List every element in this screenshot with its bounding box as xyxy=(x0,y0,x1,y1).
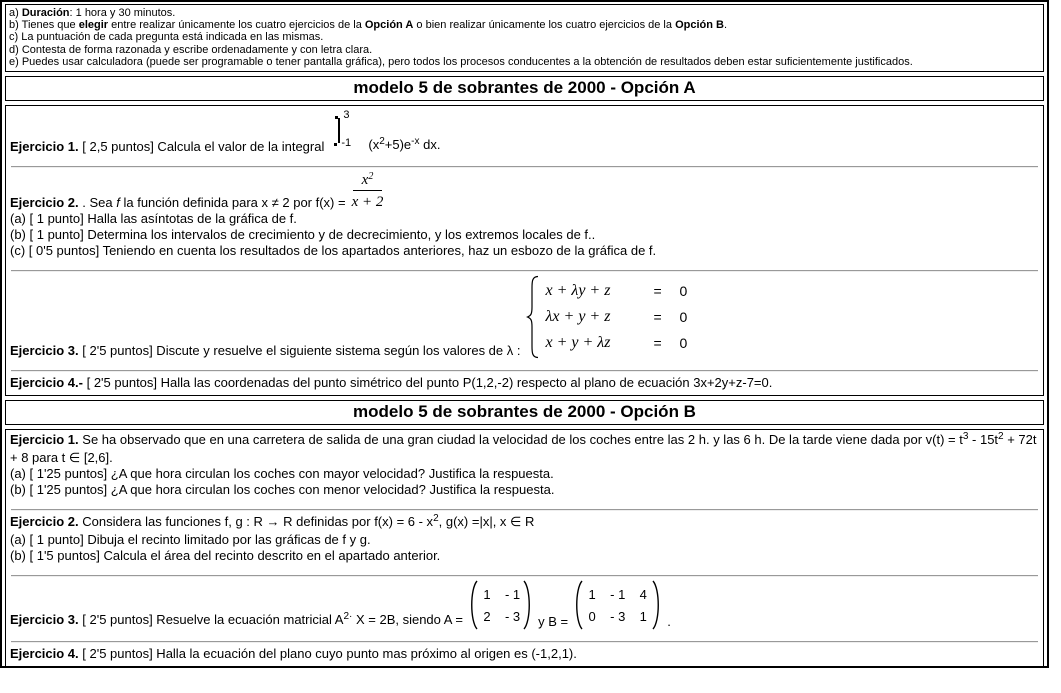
function-name-italic: f xyxy=(116,195,120,211)
exercise-b4 xyxy=(10,646,1039,662)
exercise-b2-body: , g(x) =|x|, x ∈ R xyxy=(438,514,535,530)
instruction-line-d: d) Contesta de forma razonada y escribe ordenadamente y con letra clara. xyxy=(9,43,373,56)
matrix-cell: - 1 xyxy=(610,586,626,602)
matrix-cell: 2 xyxy=(483,608,491,624)
equation-rhs: 0 xyxy=(679,335,688,352)
exercise-a2 xyxy=(10,171,1039,259)
integrand-text: (x xyxy=(368,137,380,153)
instruction-bold: elegir xyxy=(78,19,109,32)
exercise-b1-item-a: (a) [ 1'25 puntos] ¿A que hora circulan los coches con mayor velocidad? Justifica la respuesta. xyxy=(10,466,554,482)
exercise-a3 xyxy=(10,275,1039,359)
exercise-a2-body: la función definida para x ≠ 2 por f(x) = xyxy=(119,195,346,211)
option-a-title: modelo 5 de sobrantes de 2000 - Opción A xyxy=(353,78,696,98)
exercise-b3-body: . xyxy=(667,614,671,630)
instruction-line-a xyxy=(9,7,1040,19)
exercise-b3 xyxy=(10,580,1039,630)
equation-relation: = xyxy=(653,309,662,326)
integrand xyxy=(364,137,440,155)
equation-relation: = xyxy=(653,283,662,300)
instructions-box xyxy=(5,4,1044,72)
option-b-content-box xyxy=(5,429,1044,667)
matrix-b-cells xyxy=(583,584,652,627)
matrix-paren-right-icon xyxy=(652,580,663,630)
equation-lhs: x + y + λz xyxy=(545,334,611,352)
exercise-b3-body: y B = xyxy=(538,614,569,630)
exercise-a1-label: Ejercicio 1. xyxy=(10,139,79,155)
equation-relation: = xyxy=(653,335,662,352)
instruction-text: a) xyxy=(9,7,22,19)
instruction-line-b xyxy=(9,19,1040,31)
exercise-b1 xyxy=(10,432,1039,498)
instruction-line-e: e) Puedes usar calculadora (puede ser programable o tener pantalla gráfica), pero todos los procesos conducentes a la obtención de resultados deben estar suficientemente justificados. xyxy=(9,55,913,68)
exercise-b1-intro xyxy=(10,432,1039,466)
exercise-b1-body: + 72t + 8 para t ∈ [2,6]. xyxy=(10,432,1037,466)
exercise-a2-text xyxy=(10,195,346,211)
instruction-bold: Opción B xyxy=(675,19,724,32)
exercise-b4-body: [ 2'5 puntos] Halla la ecuación del plano cuyo punto mas próximo al origen es (-1,2,1). xyxy=(78,646,577,662)
exponent: 2 xyxy=(433,513,439,525)
instruction-text: : 1 hora y 30 minutos. xyxy=(69,7,176,19)
option-b-title: modelo 5 de sobrantes de 2000 - Opción B xyxy=(353,402,696,422)
equation-lhs: λx + y + z xyxy=(545,308,611,326)
exercise-b2-intro xyxy=(10,514,1039,532)
integral-upper-limit: 3 xyxy=(343,109,350,122)
exercise-a4 xyxy=(10,375,1039,391)
exercise-a2-item-b: (b) [ 1 punto] Determina los intervalos de crecimiento y de decrecimiento, y los extremos locales de f.. xyxy=(10,227,596,243)
integrand-exponent: 2 xyxy=(379,136,385,148)
equation-row xyxy=(545,304,703,330)
matrix-paren-right-icon xyxy=(523,580,534,630)
exercise-b1-body: - 15t xyxy=(968,432,999,448)
equation-rhs: 0 xyxy=(679,283,688,300)
exercise-a1-body: [ 2,5 puntos] Calcula el valor de la integral xyxy=(78,139,325,155)
exercise-b2-label: Ejercicio 2. xyxy=(10,514,79,530)
equation-lhs: x + λy + z xyxy=(545,282,611,300)
exercise-a3-text xyxy=(10,343,520,359)
integral-symbol xyxy=(328,108,364,155)
equation-system xyxy=(526,275,703,359)
integral-top-hook-icon xyxy=(335,116,338,119)
matrix-cell: 0 xyxy=(588,608,596,624)
exercise-a1 xyxy=(10,108,1039,155)
option-a-content-box xyxy=(5,105,1044,396)
exercise-divider xyxy=(11,641,1038,643)
left-brace-icon xyxy=(526,275,539,359)
exercise-b3-body: X = 2B, siendo A = xyxy=(352,612,463,628)
exercise-b3-text xyxy=(10,612,463,630)
instruction-bold: Opción A xyxy=(364,19,414,32)
integrand-text: dx. xyxy=(419,137,441,153)
exercise-a2-item-c: (c) [ 0'5 puntos] Teniendo en cuenta los resultados de los apartados anteriores, haz un esbozo de la gráfica de f. xyxy=(10,243,657,259)
exercise-a1-text xyxy=(10,139,324,155)
exercise-divider xyxy=(11,370,1038,372)
matrix-paren-left-icon xyxy=(467,580,478,630)
exercise-b2 xyxy=(10,514,1039,564)
instruction-text: o bien realizar únicamente los cuatro ejercicios de la xyxy=(413,19,676,32)
matrix-a xyxy=(467,580,534,630)
exercise-a4-body: [ 2'5 puntos] Halla las coordenadas del punto simétrico del punto P(1,2,-2) respecto al plano de ecuación 3x+2y+z-7=0. xyxy=(82,375,773,391)
exercise-b1-item-b: (b) [ 1'25 puntos] ¿A que hora circulan los coches con menor velocidad? Justifica la respuesta. xyxy=(10,482,555,498)
exercise-a2-item-a: (a) [ 1 punto] Halla las asíntotas de la gráfica de f. xyxy=(10,211,297,227)
fraction-denominator: x + 2 xyxy=(351,194,384,211)
exercise-a3-body: [ 2'5 puntos] Discute y resuelve el siguiente sistema según los valores de λ : xyxy=(78,343,521,359)
exponent: 3 xyxy=(962,431,969,443)
matrix-paren-left-icon xyxy=(572,580,583,630)
matrix-a-cells xyxy=(478,584,523,627)
matrix-cell: 1 xyxy=(639,608,647,624)
exponent: 2 xyxy=(998,431,1004,443)
option-b-header-box xyxy=(5,400,1044,425)
exercise-a2-body: . Sea xyxy=(78,195,117,211)
exercise-divider xyxy=(11,575,1038,577)
exercise-divider xyxy=(11,509,1038,511)
exercise-b3-label: Ejercicio 3. xyxy=(10,612,79,628)
exercise-a4-label: Ejercicio 4.- xyxy=(10,375,83,391)
matrix-cell: - 3 xyxy=(610,608,626,624)
integral-lower-limit: -1 xyxy=(341,137,352,150)
matrix-cell: 1 xyxy=(588,586,596,602)
matrix-b xyxy=(572,580,663,630)
exercise-divider xyxy=(11,166,1038,168)
fraction-numerator-exponent: 2 xyxy=(368,171,374,183)
equation-rhs: 0 xyxy=(679,309,688,326)
exercise-b2-item-b: (b) [ 1'5 puntos] Calcula el área del recinto descrito en el apartado anterior. xyxy=(10,548,441,564)
integral-bottom-hook-icon xyxy=(334,143,337,146)
instruction-line-c: c) La puntuación de cada pregunta está indicada en las mismas. xyxy=(9,31,324,44)
fraction-numerator xyxy=(353,172,383,191)
matrix-cell: - 1 xyxy=(504,586,521,602)
exercise-b4-label: Ejercicio 4. xyxy=(10,646,79,662)
matrix-cell: 1 xyxy=(483,586,491,602)
equation-row xyxy=(545,278,703,304)
matrix-cell: - 3 xyxy=(504,608,521,624)
exercise-b1-label: Ejercicio 1. xyxy=(10,432,79,448)
fraction xyxy=(350,171,386,211)
matrix-cell: 4 xyxy=(639,586,647,602)
instruction-bold: Duración xyxy=(21,7,70,19)
fraction-numerator-base: x xyxy=(361,172,369,189)
instruction-text: entre realizar únicamente los cuatro ejercicios de la xyxy=(108,19,365,32)
integrand-exponent: -x xyxy=(411,136,420,148)
equation-rows xyxy=(545,278,703,356)
equation-row xyxy=(545,330,703,356)
exercise-a2-intro xyxy=(10,171,1039,211)
exercise-b2-item-a: (a) [ 1 punto] Dibuja el recinto limitado por las gráficas de f y g. xyxy=(10,532,371,548)
exercise-b3-body: [ 2'5 puntos] Resuelve la ecuación matricial A xyxy=(78,612,344,628)
exercise-b1-body: Se ha observado que en una carretera de salida de una gran ciudad la velocidad de los coches entre las 2 h. y las 6 h. De la tarde viene dada por v(t) = t xyxy=(78,432,963,448)
option-a-header-box xyxy=(5,76,1044,101)
exercise-divider xyxy=(11,270,1038,272)
instruction-text: b) Tienes que xyxy=(9,19,79,32)
integrand-text: +5)e xyxy=(384,137,412,153)
exponent: 2· xyxy=(343,611,353,623)
exercise-a2-label: Ejercicio 2. xyxy=(10,195,79,211)
exercise-b2-body: Considera las funciones f, g : R → R definidas por f(x) = 6 - x xyxy=(78,514,434,530)
integral-stroke xyxy=(338,118,340,143)
exercise-a3-label: Ejercicio 3. xyxy=(10,343,79,359)
instruction-text: . xyxy=(723,19,728,32)
